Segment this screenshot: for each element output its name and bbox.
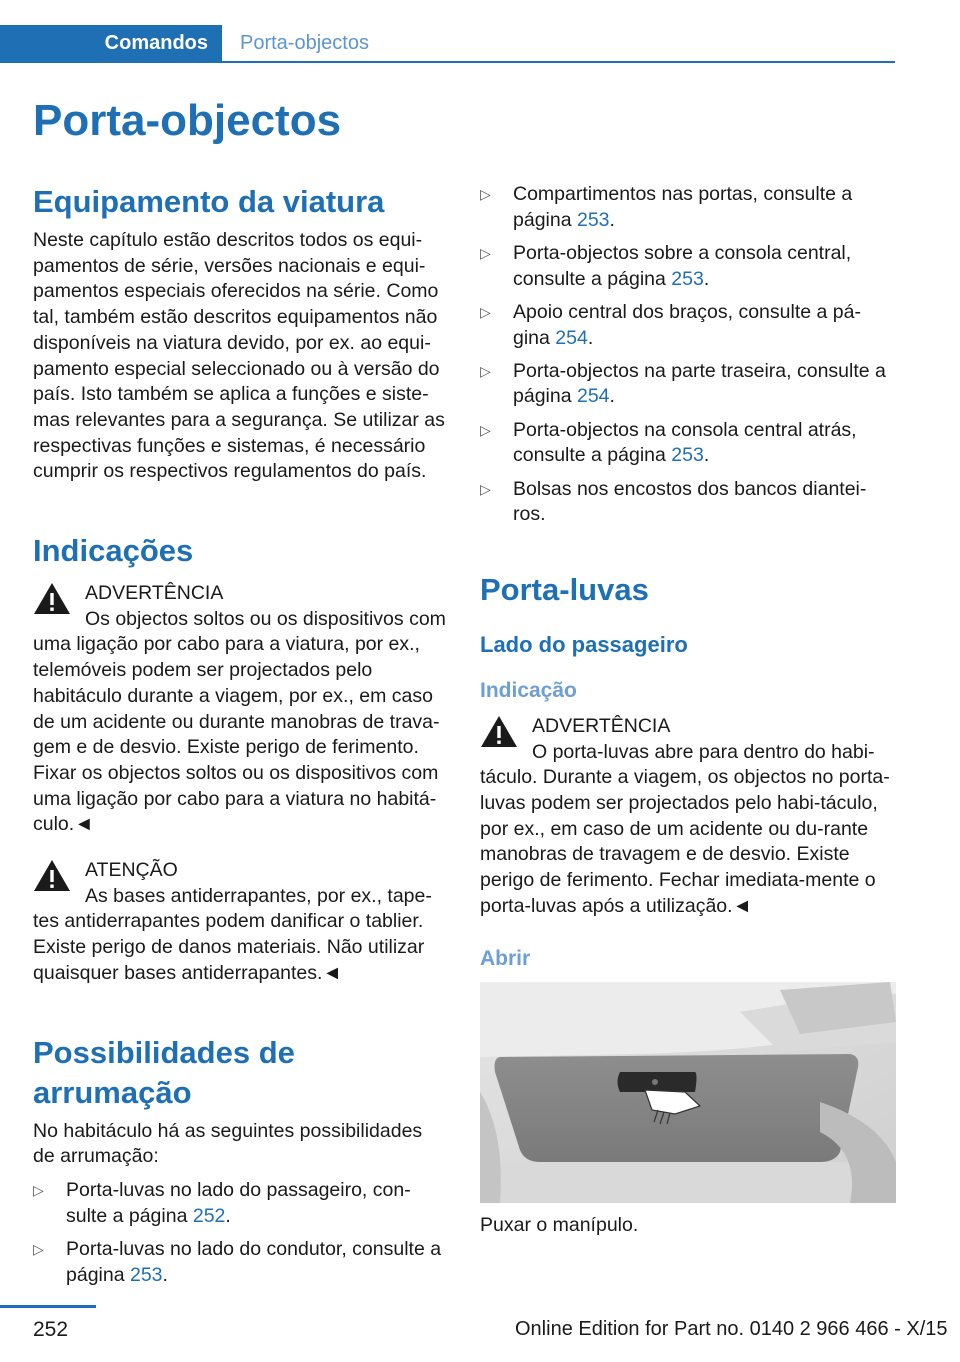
- page-number: 252: [33, 1318, 69, 1341]
- triangle-bullet-icon: ▷: [480, 303, 491, 320]
- warning-block-2: [33, 858, 448, 987]
- page-link[interactable]: 254: [555, 326, 588, 349]
- warning-block-1: [33, 581, 448, 838]
- warning-title: ADVERTÊNCIA: [85, 582, 224, 605]
- possibilidades-heading: Possibilidades de arrumação: [33, 1034, 295, 1110]
- glovebox-photo: [480, 982, 896, 1203]
- triangle-bullet-icon: ▷: [480, 362, 491, 379]
- section-tab[interactable]: Porta-objectos: [240, 32, 369, 54]
- page-link[interactable]: 253: [576, 208, 610, 231]
- right-column: [480, 182, 896, 1238]
- footer-rule: [0, 1305, 96, 1308]
- list-item: ▷ Porta-objectos sobre a consola central, consulte a página 253.: [480, 241, 852, 290]
- page-link[interactable]: 253: [671, 444, 704, 467]
- warning-block-3: [480, 714, 896, 920]
- indicacao-heading: Indicação: [480, 678, 577, 702]
- photo-caption: Puxar o manípulo.: [480, 1213, 639, 1236]
- triangle-bullet-icon: ▷: [33, 1181, 44, 1198]
- porta-luvas-heading: Porta-luvas: [480, 571, 649, 607]
- warning-icon: [33, 581, 71, 615]
- abrir-heading: Abrir: [480, 946, 531, 970]
- warning-icon: [480, 714, 518, 748]
- storage-list-left: [33, 1178, 448, 1288]
- indicacoes-heading: Indicações: [33, 533, 194, 569]
- page-title: Porta-objectos: [33, 96, 342, 145]
- list-item: ▷ Porta-luvas no lado do condutor, consulte a página 253.: [33, 1237, 442, 1286]
- possibilidades-intro: No habitáculo há as seguintes possibilidades de arrumação:: [33, 1119, 423, 1168]
- warning-icon: [33, 858, 71, 892]
- warning-text: O porta-luvas abre para dentro do habi-táculo. Durante a viagem, os objectos no porta-luvas podem ser projectados pelo habi-táculo, por ex., em caso de um acidente ou du-rante manobras de travagem e de desvio. Existe perigo de ferimento. Fechar imediata-mente o porta-luvas após a utilização.◄: [480, 740, 890, 917]
- caution-title: ATENÇÃO: [85, 859, 178, 882]
- triangle-bullet-icon: ▷: [33, 1240, 44, 1257]
- page-header: [0, 25, 895, 63]
- list-item: ▷ Bolsas nos encostos dos bancos diantei-ros.: [480, 477, 867, 526]
- caution-text: As bases antiderrapantes, por ex., tape-tes antiderrapantes podem danificar o tablier. Existe perigo de danos materiais. Não utilizar quaisquer bases antiderrapantes.◄: [33, 884, 432, 984]
- triangle-bullet-icon: ▷: [480, 186, 491, 202]
- warning-text: Os objectos soltos ou os dispositivos com uma ligação por cabo para a viatura, por ex., telemóveis podem ser projectados pelo habitáculo durante a viagem, por ex., em caso de um acidente ou durante manobras de trava-gem e de desvio. Existe perigo de ferimento. Fixar os objectos soltos ou os dispositivos com uma ligação por cabo para a viatura no habitá-culo.◄: [33, 607, 446, 836]
- list-item: ▷ Porta-objectos na parte traseira, consulte a página 254.: [480, 359, 886, 408]
- triangle-bullet-icon: ▷: [480, 244, 491, 261]
- page-link[interactable]: 253: [671, 267, 704, 290]
- list-item: ▷ Apoio central dos braços, consulte a pá-gina 254.: [480, 300, 861, 349]
- lado-passageiro-heading: Lado do passageiro: [480, 631, 688, 657]
- chapter-tab[interactable]: Comandos: [0, 25, 222, 61]
- triangle-bullet-icon: ▷: [480, 480, 491, 497]
- page-link[interactable]: 252: [192, 1204, 226, 1227]
- warning-title: ADVERTÊNCIA: [532, 714, 671, 737]
- list-item: ▷ Porta-objectos na consola central atrás, consulte a página 253.: [480, 418, 857, 467]
- left-column: [33, 182, 448, 1296]
- edition-note: Online Edition for Part no. 0140 2 966 466 - X/15: [515, 1318, 948, 1340]
- list-item: ▷ Porta-luvas no lado do passageiro, con-sulte a página 252.: [33, 1178, 411, 1227]
- page-link[interactable]: 253: [129, 1263, 163, 1286]
- list-item: ▷ Compartimentos nas portas, consulte a página 253.: [480, 183, 853, 231]
- equipamento-heading: Equipamento da viatura: [33, 184, 385, 219]
- storage-list-right: [480, 182, 896, 528]
- equipamento-body: Neste capítulo estão descritos todos os equi-pamentos de série, versões nacionais e equi-pamentos especiais oferecidos na série. Como tal, também estão descritos equipamentos não disponíveis na viatura devido, por ex. ao equi-pamento especial seleccionado ou à versão do país. Isto também se aplica a funções e siste-mas relevantes para a segurança. Se utilizar as respectivas funções e sistemas, é necessário cumprir os respectivos regulamentos do país.: [33, 229, 445, 483]
- page-link[interactable]: 254: [576, 385, 610, 408]
- triangle-bullet-icon: ▷: [480, 421, 491, 438]
